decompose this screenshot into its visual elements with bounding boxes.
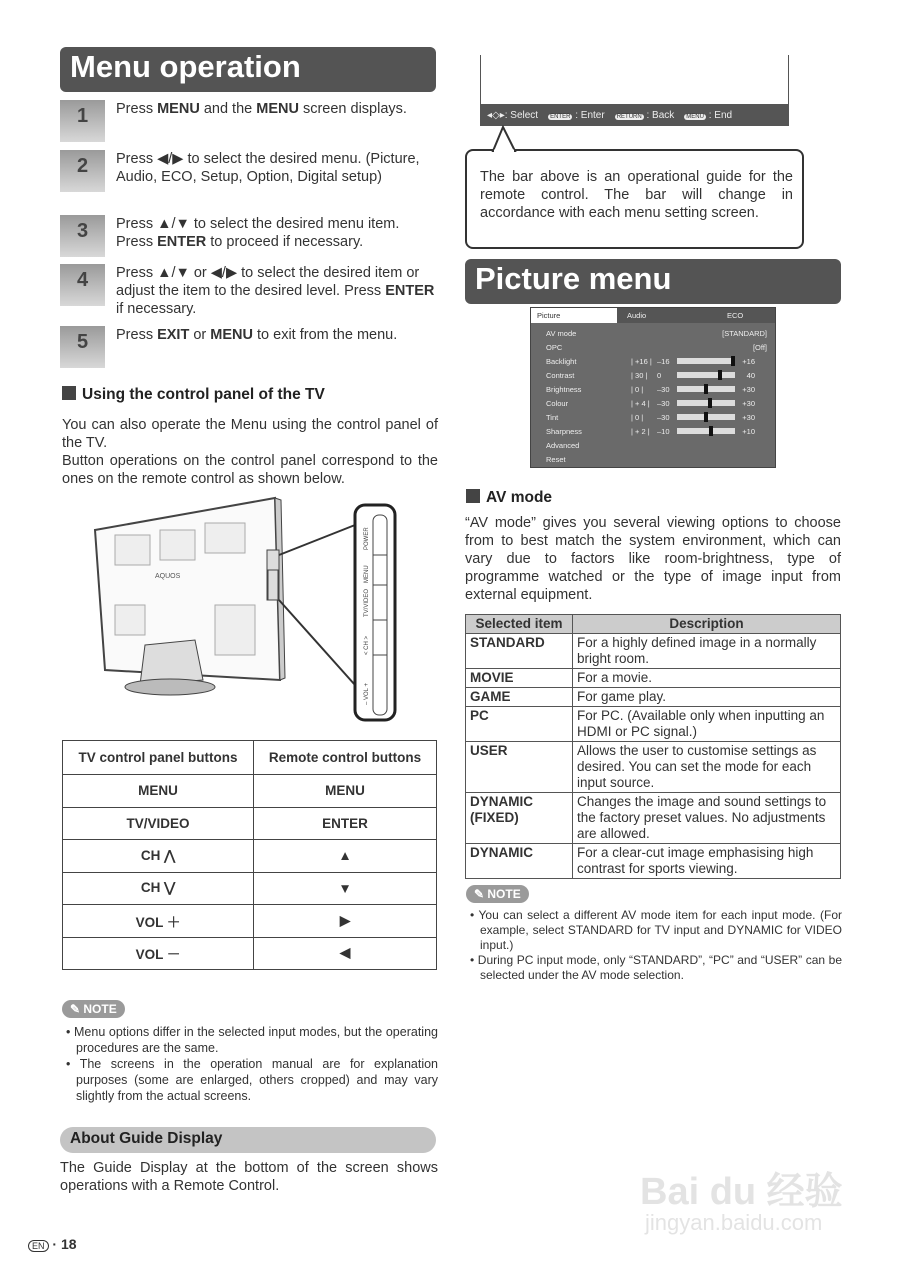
page-title: Menu operation (60, 47, 436, 92)
slider-min: –30 (657, 398, 670, 408)
slider-min: –16 (657, 356, 670, 366)
slider-track[interactable] (677, 386, 735, 392)
menu-item-value: | +16 | (631, 356, 652, 366)
table-cell: CH ⋀ (63, 840, 254, 873)
slider-track[interactable] (677, 414, 735, 420)
selected-item-cell: STANDARD (466, 634, 573, 669)
step-text: Press MENU and the MENU screen displays. (116, 101, 407, 117)
guide-enter: ENTER : Enter (550, 109, 605, 121)
table-row (466, 793, 841, 844)
table-cell: ◀ (254, 937, 437, 970)
menu-item-value: [STANDARD] (722, 328, 767, 338)
step-4 (60, 264, 440, 318)
note-item: • During PC input mode, only “STANDARD”, “PC” and “USER” can be selected under the AV mode selection. (470, 953, 842, 982)
tab-picture[interactable]: Picture (531, 308, 617, 323)
menu-item-value: | 0 | (631, 384, 644, 394)
table-cell: ▼ (254, 872, 437, 905)
step-3 (60, 215, 440, 251)
svg-text:AQUOS: AQUOS (155, 573, 181, 580)
tab-audio[interactable]: Audio (627, 311, 647, 320)
step-number: 3 (60, 215, 105, 257)
menu-item-label: Contrast (546, 370, 575, 380)
slider-knob[interactable] (704, 384, 708, 394)
menu-item-label: Sharpness (546, 426, 582, 436)
control-panel-text: You can also operate the Menu using the control panel of the TV. Button operations on the control panel correspond to the ones on the remote control as shown below. (62, 417, 438, 487)
table-row (63, 840, 437, 873)
slider-knob[interactable] (704, 412, 708, 422)
step-1 (60, 100, 440, 127)
description-cell: For PC. (Available only when inputting an HDMI or PC signal.) (573, 707, 841, 742)
table-header: Description (573, 615, 841, 634)
menu-item[interactable] (531, 382, 775, 396)
menu-item-value: | + 4 | (631, 398, 650, 408)
menu-item[interactable] (531, 438, 775, 452)
picture-menu-screen (530, 307, 776, 468)
slider-track[interactable] (677, 372, 735, 378)
menu-item[interactable] (531, 354, 775, 368)
note-item: • Menu options differ in the selected input modes, but the operating procedures are the same. (66, 1025, 438, 1055)
tab-eco[interactable]: ECO (727, 311, 744, 320)
slider-knob[interactable] (731, 356, 735, 366)
control-buttons-table (62, 740, 437, 970)
table-cell: ▲ (254, 840, 437, 873)
slider-max: +16 (742, 356, 755, 366)
step-text: Press ◀/▶ to select the desired menu. (Picture, Audio, ECO, Setup, Option, Digital setup) (116, 151, 420, 185)
menu-item[interactable] (531, 368, 775, 382)
callout-text: The bar above is an operational guide for the remote control. The bar will change in accordance with each menu setting screen. (480, 169, 793, 221)
av-mode-table (465, 614, 841, 879)
selected-item-cell: MOVIE (466, 669, 573, 688)
slider-min: –30 (657, 384, 670, 394)
table-header: TV control panel buttons (63, 741, 254, 775)
control-panel-heading: Using the control panel of the TV (62, 386, 325, 404)
description-cell: For a movie. (573, 669, 841, 688)
step-5 (60, 326, 440, 353)
table-row (466, 688, 841, 707)
guide-back: RETURN : Back (616, 109, 675, 121)
slider-max: +30 (742, 412, 755, 422)
picture-menu-title: Picture menu (465, 259, 841, 304)
page-footer: EN · 18 (28, 1236, 77, 1252)
slider-knob[interactable] (708, 398, 712, 408)
note-badge: ✎ NOTE (62, 1000, 125, 1018)
selected-item-cell: DYNAMIC (466, 844, 573, 879)
svg-text:POWER: POWER (364, 527, 370, 550)
selected-item-cell: DYNAMIC (FIXED) (466, 793, 573, 844)
table-cell: VOL － (63, 937, 254, 970)
table-header: Remote control buttons (254, 741, 437, 775)
table-row (466, 634, 841, 669)
menu-item-label: Backlight (546, 356, 577, 366)
table-row (63, 775, 437, 808)
step-number: 5 (60, 326, 105, 368)
menu-item-value: [Off] (752, 342, 767, 352)
description-cell: Changes the image and sound settings to the factory preset values. No adjustments are allowed. (573, 793, 841, 844)
slider-knob[interactable] (718, 370, 722, 380)
table-cell: VOL ＋ (63, 905, 254, 938)
menu-item-label: Tint (546, 412, 559, 422)
menu-item-label: Colour (546, 398, 569, 408)
notes-list (466, 908, 842, 983)
step-number: 4 (60, 264, 105, 306)
step-number: 2 (60, 150, 105, 192)
description-cell: Allows the user to customise settings as desired. You can set the mode for each input source. (573, 742, 841, 793)
selected-item-cell: PC (466, 707, 573, 742)
table-row (63, 937, 437, 970)
menu-item-label: Advanced (546, 440, 580, 450)
table-row (466, 669, 841, 688)
watermark-url: jingyan.baidu.com (645, 1210, 823, 1235)
step-text: Press ▲/▼ to select the desired menu item. Press ENTER to proceed if necessary. (116, 216, 400, 250)
slider-track[interactable] (677, 400, 735, 406)
guide-display-heading: About Guide Display (60, 1127, 436, 1153)
table-row (466, 844, 841, 879)
menu-item-label: Brightness (546, 384, 582, 394)
svg-text:MENU: MENU (364, 565, 370, 583)
av-mode-heading: AV mode (466, 489, 552, 507)
menu-item-value: | 30 | (631, 370, 648, 380)
svg-text:< CH >: < CH > (364, 635, 370, 655)
slider-track[interactable] (677, 358, 735, 364)
table-row (466, 707, 841, 742)
slider-min: –10 (657, 426, 670, 436)
slider-min: 0 (657, 370, 662, 380)
svg-text:– VOL +: – VOL + (364, 683, 370, 705)
selected-item-cell: GAME (466, 688, 573, 707)
description-cell: For game play. (573, 688, 841, 707)
menu-item-label: OPC (546, 342, 563, 352)
step-2 (60, 150, 440, 186)
table-cell: MENU (254, 775, 437, 808)
table-cell: TV/VIDEO (63, 807, 254, 840)
menu-item[interactable] (531, 424, 775, 438)
notes-list (62, 1024, 438, 1104)
table-header: Selected item (466, 615, 573, 634)
description-cell: For a highly defined image in a normally bright room. (573, 634, 841, 669)
slider-knob[interactable] (709, 426, 713, 436)
menu-item[interactable] (531, 326, 775, 340)
note-item: • The screens in the operation manual are for explanation purposes (some are enlarged, others cropped) and may vary slightly from the actual screens. (66, 1057, 439, 1103)
slider-min: –30 (657, 412, 670, 422)
menu-item[interactable] (531, 452, 775, 466)
note-badge: ✎ NOTE (466, 885, 529, 903)
step-text: Press ▲/▼ or ◀/▶ to select the desired item or adjust the item to the desired level. Press ENTER if necessary. (116, 265, 435, 317)
table-cell: CH ⋁ (63, 872, 254, 905)
menu-item-value: | 0 | (631, 412, 644, 422)
table-row (63, 905, 437, 938)
selected-item-cell: USER (466, 742, 573, 793)
table-cell: ▶ (254, 905, 437, 938)
slider-max: +10 (742, 426, 755, 436)
slider-max: +30 (742, 398, 755, 408)
menu-item[interactable] (531, 396, 775, 410)
av-mode-text: “AV mode” gives you several viewing options to choose from to best match the system environment, which can vary due to factors like room-brightness, type of programme watched or the type of image input from external equipment. (465, 515, 841, 603)
table-row (466, 742, 841, 793)
slider-track[interactable] (677, 428, 735, 434)
menu-item-label: AV mode (546, 328, 577, 338)
guide-display-text: The Guide Display at the bottom of the screen shows operations with a Remote Control. (60, 1160, 438, 1194)
table-row (63, 807, 437, 840)
table-row (63, 872, 437, 905)
menu-item-value: | + 2 | (631, 426, 650, 436)
note-item: • You can select a different AV mode item for each input mode. (For example, select STANDARD for TV input and DYNAMIC for VIDEO input.) (470, 908, 842, 952)
slider-max: +30 (742, 384, 755, 394)
menu-item[interactable] (531, 340, 775, 354)
table-cell: ENTER (254, 807, 437, 840)
description-cell: For a clear-cut image emphasising high contrast for sports viewing. (573, 844, 841, 879)
guide-screen (480, 55, 789, 126)
menu-item[interactable] (531, 410, 775, 424)
step-number: 1 (60, 100, 105, 142)
table-cell: MENU (63, 775, 254, 808)
guide-end: MENU : End (686, 109, 733, 121)
tv-back-illustration (85, 495, 405, 725)
slider-max: 40 (746, 370, 755, 380)
menu-item-label: Reset (546, 454, 566, 464)
watermark-logo: Bai du 经验 (640, 1171, 843, 1213)
step-text: Press EXIT or MENU to exit from the menu. (116, 327, 398, 343)
svg-text:TV/VIDEO: TV/VIDEO (364, 588, 370, 617)
guide-bar (481, 104, 788, 126)
guide-select: ◂◇▸: Select (487, 109, 539, 121)
